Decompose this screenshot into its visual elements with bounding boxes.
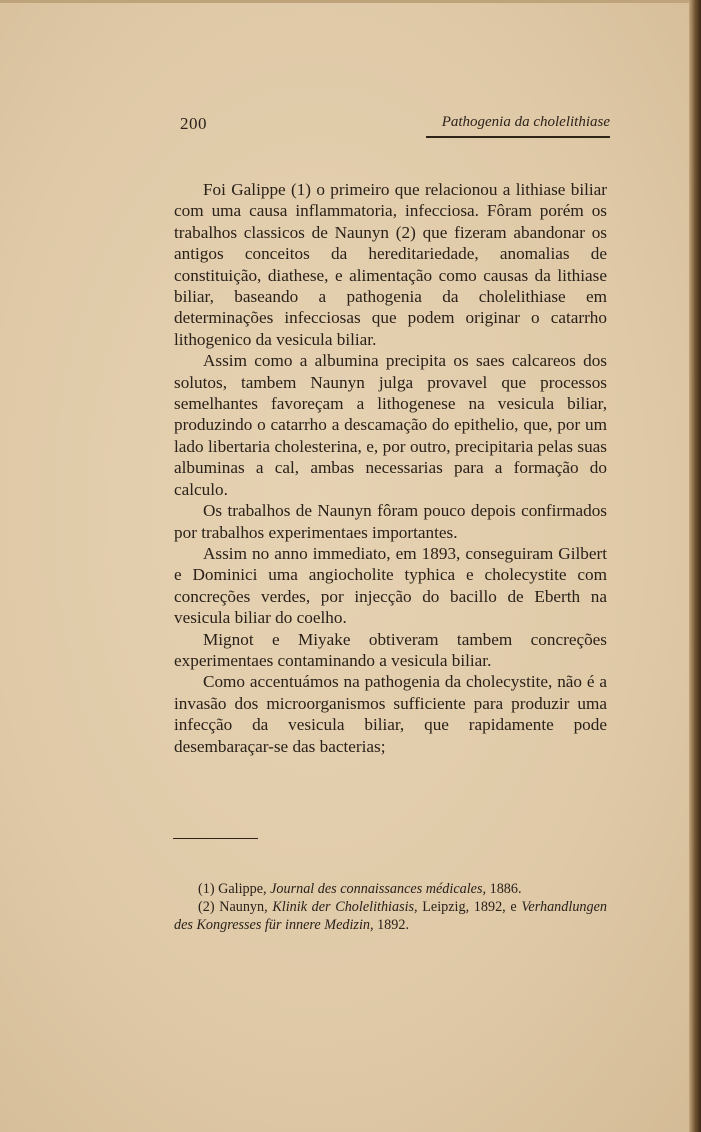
page-binding-edge bbox=[689, 0, 701, 1132]
body-text bbox=[174, 179, 607, 757]
footnote-title: Klinik der Cholelithiasis, bbox=[272, 899, 418, 915]
footnote-author: Naunyn, bbox=[219, 899, 268, 915]
paragraph: Foi Galippe (1) o primeiro que relacionou a lithiase biliar com uma causa inflammatoria, infecciosa. Fôram porém os trabalhos classicos de Naunyn (2) que fizeram abandonar os antigos conceitos da hereditariedade, anomalias de constituição, diathese, e alimentação como causas da lithiase biliar, baseando a pathogenia da cholelithiase em determinações infecciosas que podem originar o catarrho lithogenico da vesicula biliar. bbox=[174, 180, 607, 349]
footnote-marker: (2) bbox=[198, 899, 215, 915]
paragraph: Como accentuámos na pathogenia da cholecystite, não é a invasão dos microorganismos sufficiente para produzir uma infecção da vesicula biliar, que rapidamente pode desembaraçar-se das bacterias; bbox=[174, 672, 607, 756]
footnote-publication: Leipzig, 1892, e bbox=[422, 899, 517, 915]
page-top-edge bbox=[0, 0, 701, 3]
footnote-2 bbox=[174, 898, 607, 934]
footnote-year: 1886. bbox=[489, 881, 522, 897]
footnote-title-2: Verhandlungen des Kongresses für innere Medizin, bbox=[174, 899, 607, 933]
header-rule bbox=[426, 136, 610, 138]
footnotes bbox=[174, 880, 607, 934]
running-head: Pathogenia da cholelithiase bbox=[441, 114, 610, 130]
paragraph: Assim como a albumina precipita os saes calcareos dos solutos, tambem Naunyn julga provavel que processos semelhantes favoreçam a lithogenese na vesicula biliar, produzindo o catarrho a descamação do epithelio, que, por um lado libertaria cholesterina, e, por outro, precipitaria pelas suas albuminas a cal, ambas necessarias para a formação do calculo. bbox=[174, 351, 607, 499]
footnote-year: 1892. bbox=[377, 917, 409, 933]
footnote-author: Galippe, bbox=[218, 881, 267, 897]
footnote-marker: (1) bbox=[198, 881, 215, 897]
paragraph: Mignot e Miyake obtiveram tambem concreções experimentaes contaminando a vesicula biliar. bbox=[174, 629, 607, 670]
footnote-title: Journal des connaissances médicales, bbox=[270, 881, 487, 897]
page-header bbox=[180, 114, 610, 140]
paragraph: Os trabalhos de Naunyn fôram pouco depois confirmados por trabalhos experimentaes importantes. bbox=[174, 501, 607, 542]
paragraph: Assim no anno immediato, em 1893, conseguiram Gilbert e Dominici uma angiocholite typhica e cholecystite com concreções verdes, por injecção do bacillo de Eberth na vesicula biliar do coelho. bbox=[174, 543, 607, 628]
footnote-separator bbox=[173, 838, 258, 839]
footnote-1 bbox=[174, 880, 607, 898]
page-number: 200 bbox=[180, 114, 207, 133]
